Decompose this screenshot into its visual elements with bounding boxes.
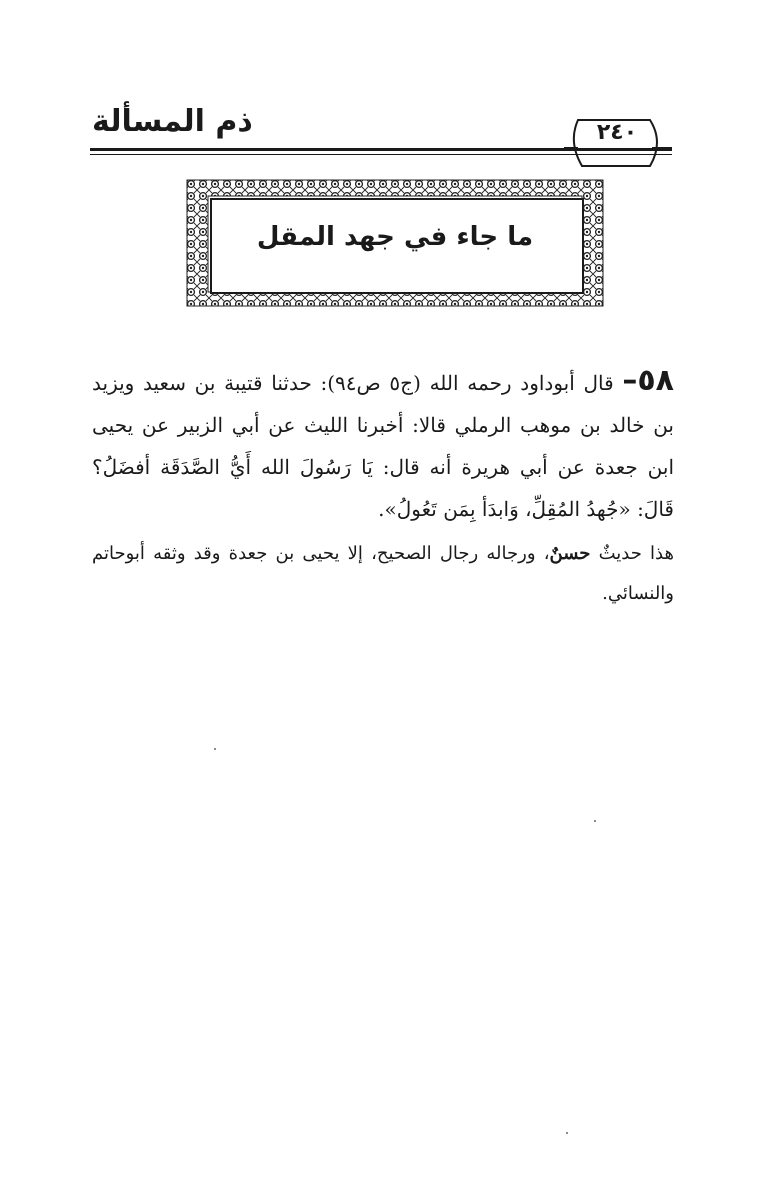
grading-verdict: حسنٌ bbox=[549, 543, 591, 564]
page-number: ٢٤٠ bbox=[596, 120, 638, 145]
grading-paragraph bbox=[92, 534, 674, 614]
hadith-paragraph bbox=[92, 360, 674, 530]
grading-suffix: ، ورجاله رجال الصحيح، إلا يحيى بن جعدة وقد وثقه أبوحاتم والنسائي. bbox=[92, 543, 674, 604]
header-rule bbox=[90, 148, 672, 151]
chapter-title: ما جاء في جهد المقل bbox=[256, 222, 534, 252]
hadith-number: ٥٨ bbox=[637, 363, 674, 398]
scan-speck bbox=[594, 820, 596, 822]
header-rule-thin bbox=[90, 154, 672, 155]
grading-prefix: هذا حديثٌ bbox=[598, 543, 674, 564]
scan-speck bbox=[566, 1132, 568, 1134]
scan-speck bbox=[214, 748, 216, 750]
hadith-text: قال أبوداود رحمه الله (ج٥ ص٩٤): حدثنا قتيبة بن سعيد ويزيد بن خالد بن موهب الرملي قالا: أخبرنا الليث عن أبي الزبير عن يحيى ابن جعدة عن أبي هريرة أنه قال: يَا رَسُولَ الله أَيُّ الصَّدَقَة أفضَلُ؟ قَالَ: «جُهدُ المُقِلِّ، وَابدَأ بِمَن تَعُولُ». bbox=[92, 371, 674, 521]
running-header-title: ذم المسألة bbox=[92, 104, 253, 139]
hadith-number-dash: – bbox=[622, 363, 638, 398]
